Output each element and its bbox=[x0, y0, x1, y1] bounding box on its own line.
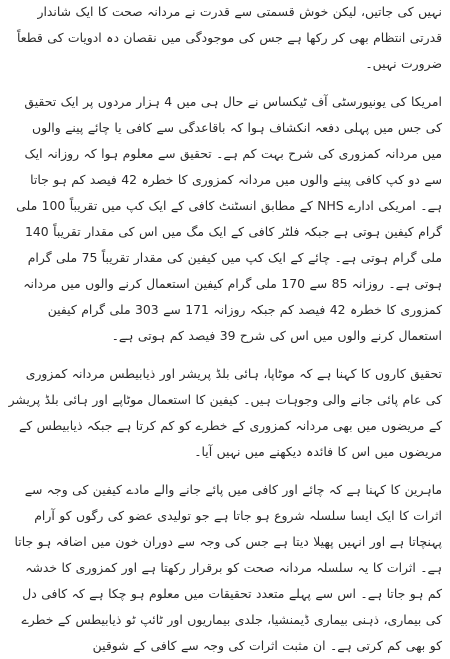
article-paragraph: امریکا کی یونیورسٹی آف ٹیکساس نے حال ہی میں 4 ہزار مردوں پر ایک تحقیق کی جس میں پہلی دفعہ انکشاف ہوا کہ باقاعدگی سے کافی یا چائے پینے والوں میں مردانہ کمزوری کی شرح بہت کم ہے۔ تحقیق سے معلوم ہوا کہ روزانہ ایک سے دو کپ کافی پینے والوں میں مردانہ کمزوری کا خطرہ 42 فیصد کم ہو جاتا ہے۔ امریکی ادارے NHS کے مطابق انسٹنٹ کافی کے ایک کپ میں تقریباً 100 ملی گرام کیفین ہوتی ہے جبکہ فلٹر کافی کے ایک مگ میں اس کی مقدار تقریباً 140 ملی گرام ہوتی ہے۔ چائے کے ایک کپ میں کیفین کی مقدار تقریباً 75 ملی گرام ہوتی ہے۔ روزانہ 85 سے 170 ملی گرام کیفین استعمال کرنے والوں میں مردانہ کمزوری کا خطرہ 42 فیصد کم جبکہ روزانہ 171 سے 303 ملی گرام کیفین استعمال کرنے والوں میں اس کی شرح 39 فیصد کم ہوتی ہے۔ bbox=[16, 94, 442, 343]
article-paragraph: تحقیق کاروں کا کہنا ہے کہ موٹاپا، ہائی بلڈ پریشر اور ذیابیطس مردانہ کمزوری کی عام پائی جانے والی وجوہات ہیں۔ کیفین کا استعمال موٹاپے اور ہائی بلڈ پریشر کے مریضوں میں بھی مردانہ کمزوری کے خطرے کو کم کرتا ہے جبکہ ذیابیطس کے مریضوں میں اس کا فائدہ دیکھنے میں نہیں آیا۔ bbox=[8, 366, 442, 459]
article-paragraph: ماہرین کا کہنا ہے کہ چائے اور کافی میں پائے جانے والے مادے کیفین کی وجہ سے اثرات کا ایک ایسا سلسلہ شروع ہو جاتا ہے جو تولیدی عضو کی رگوں کو آرام پہنچاتا ہے اور انہیں پھیلا دیتا ہے جس کی وجہ سے دوران خون میں اضافہ ہو جاتا ہے۔ اثرات کا یہ سلسلہ مردانہ صحت کو برقرار رکھتا ہے اور کمزوری کا خدشہ کم ہو جاتا ہے۔ اس سے پہلے متعدد تحقیقات میں معلوم ہو چکا ہے کہ کافی دل کی بیماری، ذہنی بیماری ڈیمنشیا، جلدی بیماریوں اور ٹائپ ٹو ذیابیطس کے خطرے کو بھی کم کرتی ہے۔ ان مثبت اثرات کی وجہ سے کافی کے شوقین bbox=[14, 482, 442, 653]
article-paragraph: نہیں کی جاتیں، لیکن خوش قسمتی سے قدرت نے مردانہ صحت کا ایک شاندار قدرتی انتظام بھی کر رکھا ہے جس کی موجودگی میں نقصان دہ ادویات کی قطعاً ضرورت نہیں۔ bbox=[16, 4, 442, 71]
